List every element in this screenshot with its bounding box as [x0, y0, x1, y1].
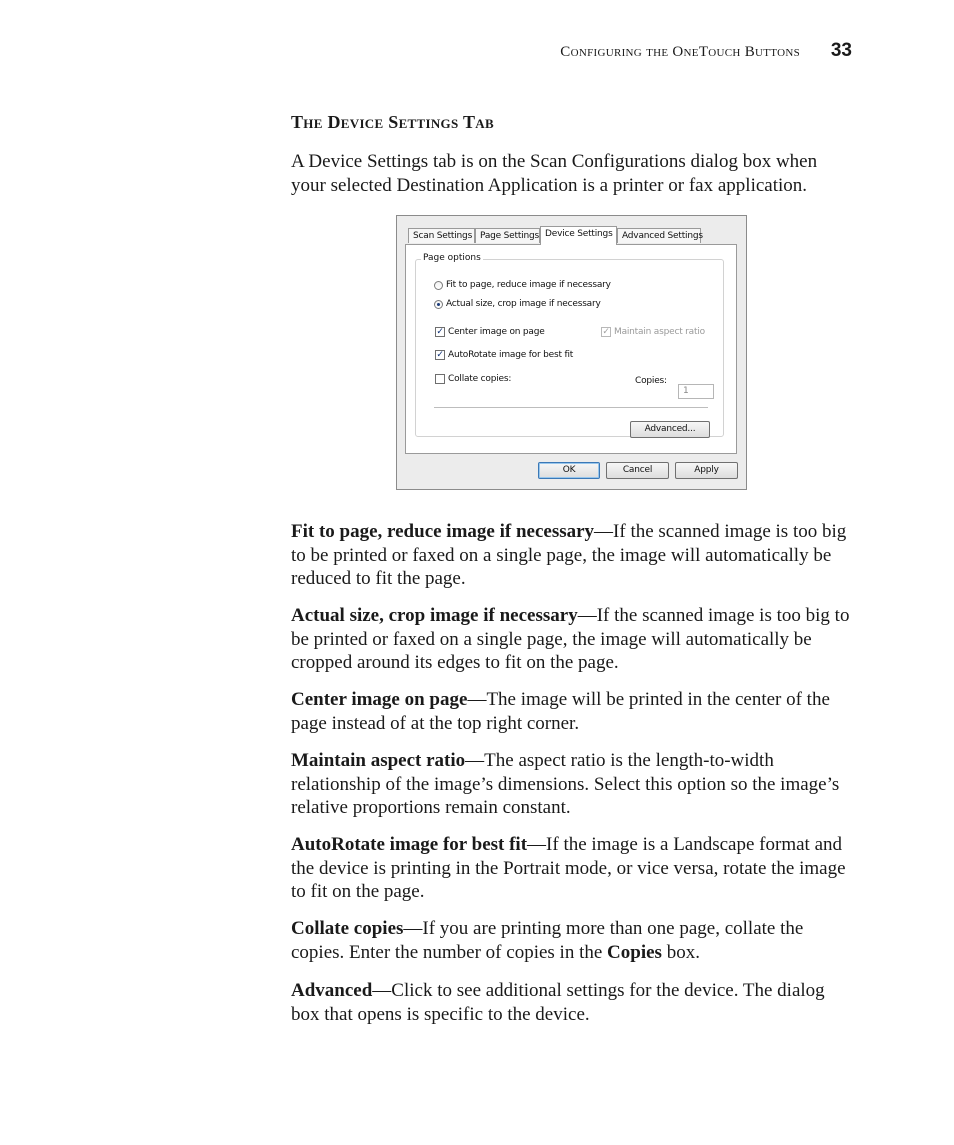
term: Advanced [291, 980, 373, 1001]
description-fit-to-page [291, 520, 856, 591]
page-options-group [415, 253, 724, 437]
maintain-aspect-label: Maintain aspect ratio [614, 327, 705, 337]
center-image-checkbox[interactable] [435, 327, 545, 337]
intro-paragraph: A Device Settings tab is on the Scan Configurations dialog box when your selected Destination Application is a printer or fax application. [291, 151, 818, 196]
advanced-button[interactable]: Advanced... [630, 421, 710, 438]
definition: —If the scanned image is too big to be printed or faxed on a single page, the image will automatically be cropped around its edges to fit on the page. [291, 605, 850, 673]
page-options-label: Page options [423, 253, 481, 263]
running-head [480, 40, 852, 66]
center-image-label: Center image on page [448, 327, 545, 337]
definition: —If the image is a Landscape format and the device is printing in the Portrait mode, or vice versa, rotate the image to fit on the page. [291, 834, 846, 902]
running-title: Configuring the OneTouch Buttons [560, 44, 800, 60]
collate-copies-checkbox[interactable] [435, 374, 511, 384]
term: Collate copies [291, 918, 404, 939]
radio-selected-icon [434, 300, 443, 309]
copies-strong: Copies [607, 941, 662, 963]
definition: —The image will be printed in the center of the page instead of at the top right corner. [291, 689, 830, 734]
cancel-button[interactable]: Cancel [606, 462, 669, 479]
checkmark-icon: ✓ [436, 350, 444, 360]
term: Maintain aspect ratio [291, 750, 466, 771]
fit-to-page-radio[interactable] [434, 280, 611, 290]
definition: —If the scanned image is too big to be printed or faxed on a single page, the image will automatically be reduced to fit the page. [291, 521, 847, 589]
apply-button[interactable]: Apply [675, 462, 738, 479]
definition-tail: box. [661, 941, 700, 963]
maintain-aspect-checkbox[interactable] [601, 327, 705, 337]
description-maintain-aspect [291, 749, 856, 820]
device-settings-panel [405, 244, 737, 454]
tab-scan-settings[interactable]: Scan Settings [408, 228, 475, 243]
tab-device-settings[interactable]: Device Settings [540, 226, 617, 245]
autorotate-label: AutoRotate image for best fit [448, 350, 574, 360]
scan-configurations-dialog [396, 215, 747, 490]
description-actual-size [291, 604, 856, 675]
description-collate-copies [291, 917, 856, 964]
ok-button[interactable]: OK [538, 462, 600, 479]
definition: —The aspect ratio is the length-to-width relationship of the image’s dimensions. Select this option so the image’s relative proportions remain constant. [291, 750, 840, 818]
autorotate-checkbox[interactable] [435, 350, 573, 360]
definition: —Click to see additional settings for the device. The dialog box that opens is specific to the device. [291, 980, 825, 1025]
term: Center image on page [291, 689, 468, 710]
description-autorotate [291, 833, 856, 904]
description-center-image [291, 688, 856, 735]
actual-size-radio[interactable] [434, 299, 601, 309]
tab-advanced-settings[interactable]: Advanced Settings [617, 228, 701, 243]
copies-input[interactable]: 1 [678, 384, 714, 399]
actual-size-label: Actual size, crop image if necessary [446, 299, 601, 309]
fit-to-page-label: Fit to page, reduce image if necessary [446, 280, 611, 290]
radio-unselected-icon [434, 281, 443, 290]
definition: —If you are printing more than one page, collate the copies. Enter the number of copies in the [291, 918, 804, 963]
term: AutoRotate image for best fit [291, 834, 528, 855]
description-advanced [291, 979, 856, 1026]
divider [434, 407, 708, 408]
copies-label: Copies: [635, 376, 667, 386]
checkmark-icon: ✓ [602, 327, 610, 337]
section-title: The Device Settings Tab [291, 112, 494, 132]
term: Fit to page, reduce image if necessary [291, 521, 595, 542]
checkbox-empty-icon [435, 374, 445, 384]
tab-page-settings[interactable]: Page Settings [475, 228, 540, 243]
checkmark-icon: ✓ [436, 327, 444, 337]
page-number: 33 [830, 40, 852, 61]
collate-copies-label: Collate copies: [448, 374, 512, 384]
term: Actual size, crop image if necessary [291, 605, 578, 626]
